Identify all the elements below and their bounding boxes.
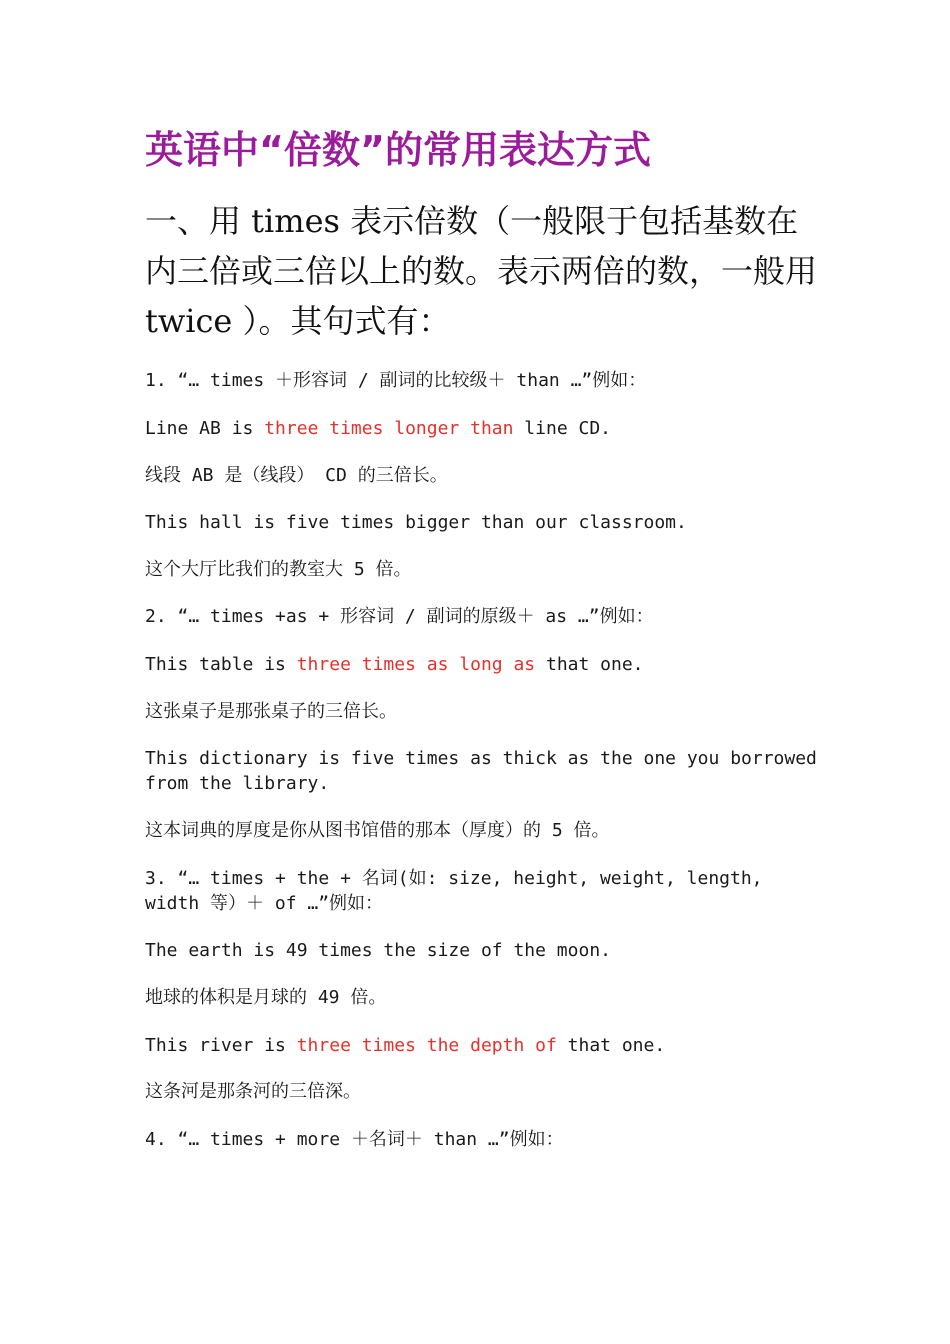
translation-2-2: 这本词典的厚度是你从图书馆借的那本（厚度）的 5 倍。	[145, 820, 610, 841]
example-text: Line AB is	[145, 418, 265, 439]
example-3-1: The earth is 49 times the size of the moon.	[145, 940, 611, 961]
highlighted-phrase: three times the depth of	[296, 1035, 557, 1056]
example-1-1	[145, 416, 825, 441]
rule-3: 3. “… times + the + 名词(如: size, height, weight, length, width 等）＋ of …”例如：	[145, 868, 785, 914]
translation-3-1: 地球的体积是月球的 49 倍。	[145, 987, 387, 1008]
example-2-2: This dictionary is five times as thick as the one you borrowed from the library.	[145, 748, 828, 794]
rule-2: 2. “… times +as + 形容词 / 副词的原级＋ as …”例如：	[145, 606, 654, 627]
highlighted-phrase: three times as long as	[296, 654, 536, 675]
example-3-2	[145, 1033, 825, 1058]
document-title: 英语中“倍数”的常用表达方式	[145, 128, 651, 172]
section-heading: 一、用 times 表示倍数（一般限于包括基数在内三倍或三倍以上的数。表示两倍的数，一般用 twice ）。其句式有：	[145, 202, 818, 340]
example-text: that one.	[535, 654, 644, 675]
rule-1: 1. “… times ＋形容词 / 副词的比较级＋ than …”例如：	[145, 370, 647, 391]
translation-1-1: 线段 AB 是（线段） CD 的三倍长。	[145, 465, 448, 486]
example-text: This river is	[145, 1035, 297, 1056]
translation-1-2: 这个大厅比我们的教室大 5 倍。	[145, 559, 412, 580]
example-text: line CD.	[513, 418, 612, 439]
highlighted-phrase: three times longer than	[264, 418, 514, 439]
example-text: that one.	[556, 1035, 666, 1056]
example-1-2: This hall is five times bigger than our classroom.	[145, 512, 687, 533]
rule-4: 4. “… times + more ＋名词＋ than …”例如：	[145, 1129, 564, 1150]
translation-3-2: 这条河是那条河的三倍深。	[145, 1081, 361, 1102]
example-text: This table is	[145, 654, 297, 675]
example-2-1	[145, 652, 825, 677]
translation-2-1: 这张桌子是那张桌子的三倍长。	[145, 701, 397, 722]
